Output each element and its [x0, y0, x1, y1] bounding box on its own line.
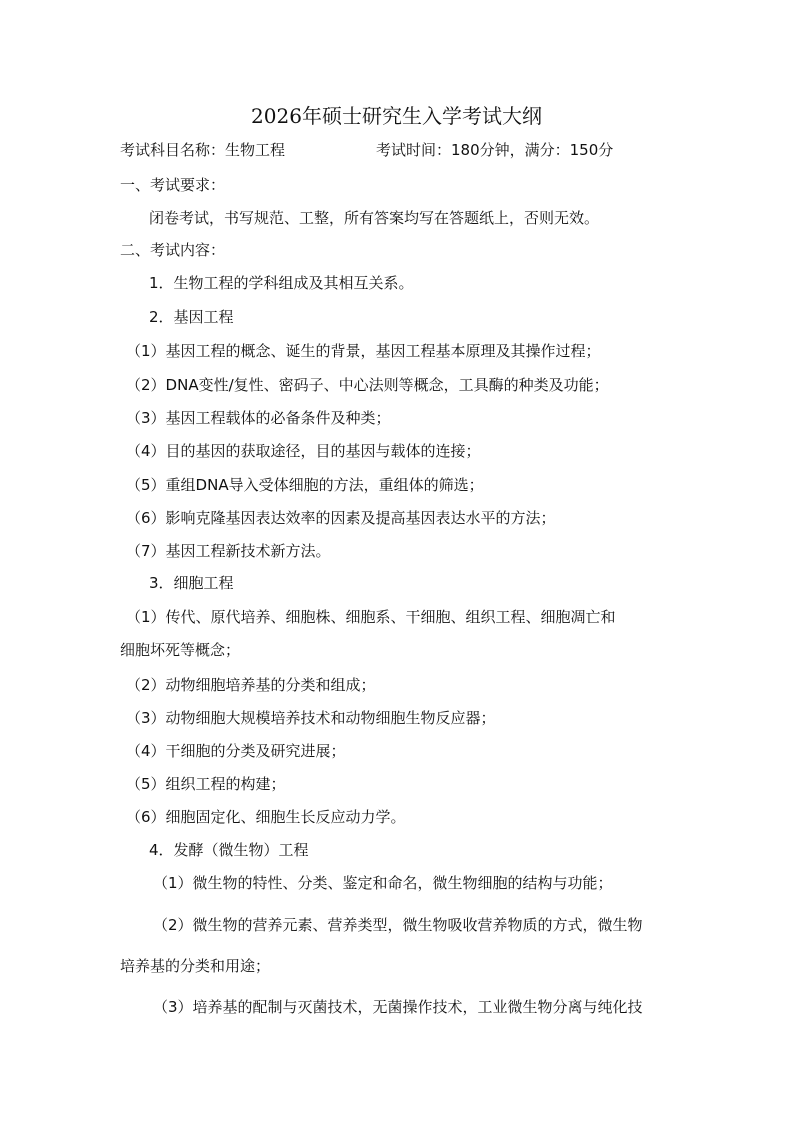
exam-subject: 考试科目名称：生物工程	[120, 141, 286, 159]
list-item: （3）动物细胞大规模培养技术和动物细胞生物反应器；	[126, 709, 496, 727]
section-heading: 一、考试要求：	[120, 176, 226, 194]
section-heading: 二、考试内容：	[120, 241, 226, 259]
list-item: 2．基因工程	[149, 308, 234, 326]
list-item-continued: 细胞坏死等概念；	[120, 641, 241, 659]
list-item: （2）DNA变性/复性、密码子、中心法则等概念，工具酶的种类及功能；	[126, 376, 609, 394]
list-item-continued: 培养基的分类和用途；	[120, 957, 271, 975]
list-item: （6）细胞固定化、细胞生长反应动力学。	[126, 808, 406, 826]
list-item: （2）微生物的营养元素、营养类型，微生物吸收营养物质的方式，微生物	[153, 916, 643, 934]
list-item: （4）目的基因的获取途径，目的基因与载体的连接；	[126, 442, 481, 460]
list-item: （4）干细胞的分类及研究进展；	[126, 742, 346, 760]
list-item: 3．细胞工程	[149, 574, 234, 592]
paragraph: 闭卷考试，书写规范、工整，所有答案均写在答题纸上，否则无效。	[149, 209, 600, 227]
list-item: 1．生物工程的学科组成及其相互关系。	[149, 274, 414, 292]
list-item: （7）基因工程新技术新方法。	[126, 542, 331, 560]
list-item: （1）传代、原代培养、细胞株、细胞系、干细胞、组织工程、细胞凋亡和	[126, 608, 616, 626]
list-item: （1）微生物的特性、分类、鉴定和命名，微生物细胞的结构与功能；	[153, 874, 613, 892]
list-item: （6）影响克隆基因表达效率的因素及提高基因表达水平的方法；	[126, 509, 556, 527]
list-item: （3）培养基的配制与灭菌技术，无菌操作技术，工业微生物分离与纯化技	[153, 998, 643, 1016]
list-item: 4．发酵（微生物）工程	[149, 841, 309, 859]
list-item: （1）基因工程的概念、诞生的背景，基因工程基本原理及其操作过程；	[126, 342, 601, 360]
list-item: （5）组织工程的构建；	[126, 775, 286, 793]
page-title: 2026年硕士研究生入学考试大纲	[251, 104, 542, 128]
list-item: （5）重组DNA导入受体细胞的方法，重组体的筛选；	[126, 476, 484, 494]
exam-time: 考试时间：180分钟，满分：150分	[376, 141, 614, 159]
list-item: （2）动物细胞培养基的分类和组成；	[126, 676, 376, 694]
list-item: （3）基因工程载体的必备条件及种类；	[126, 409, 391, 427]
